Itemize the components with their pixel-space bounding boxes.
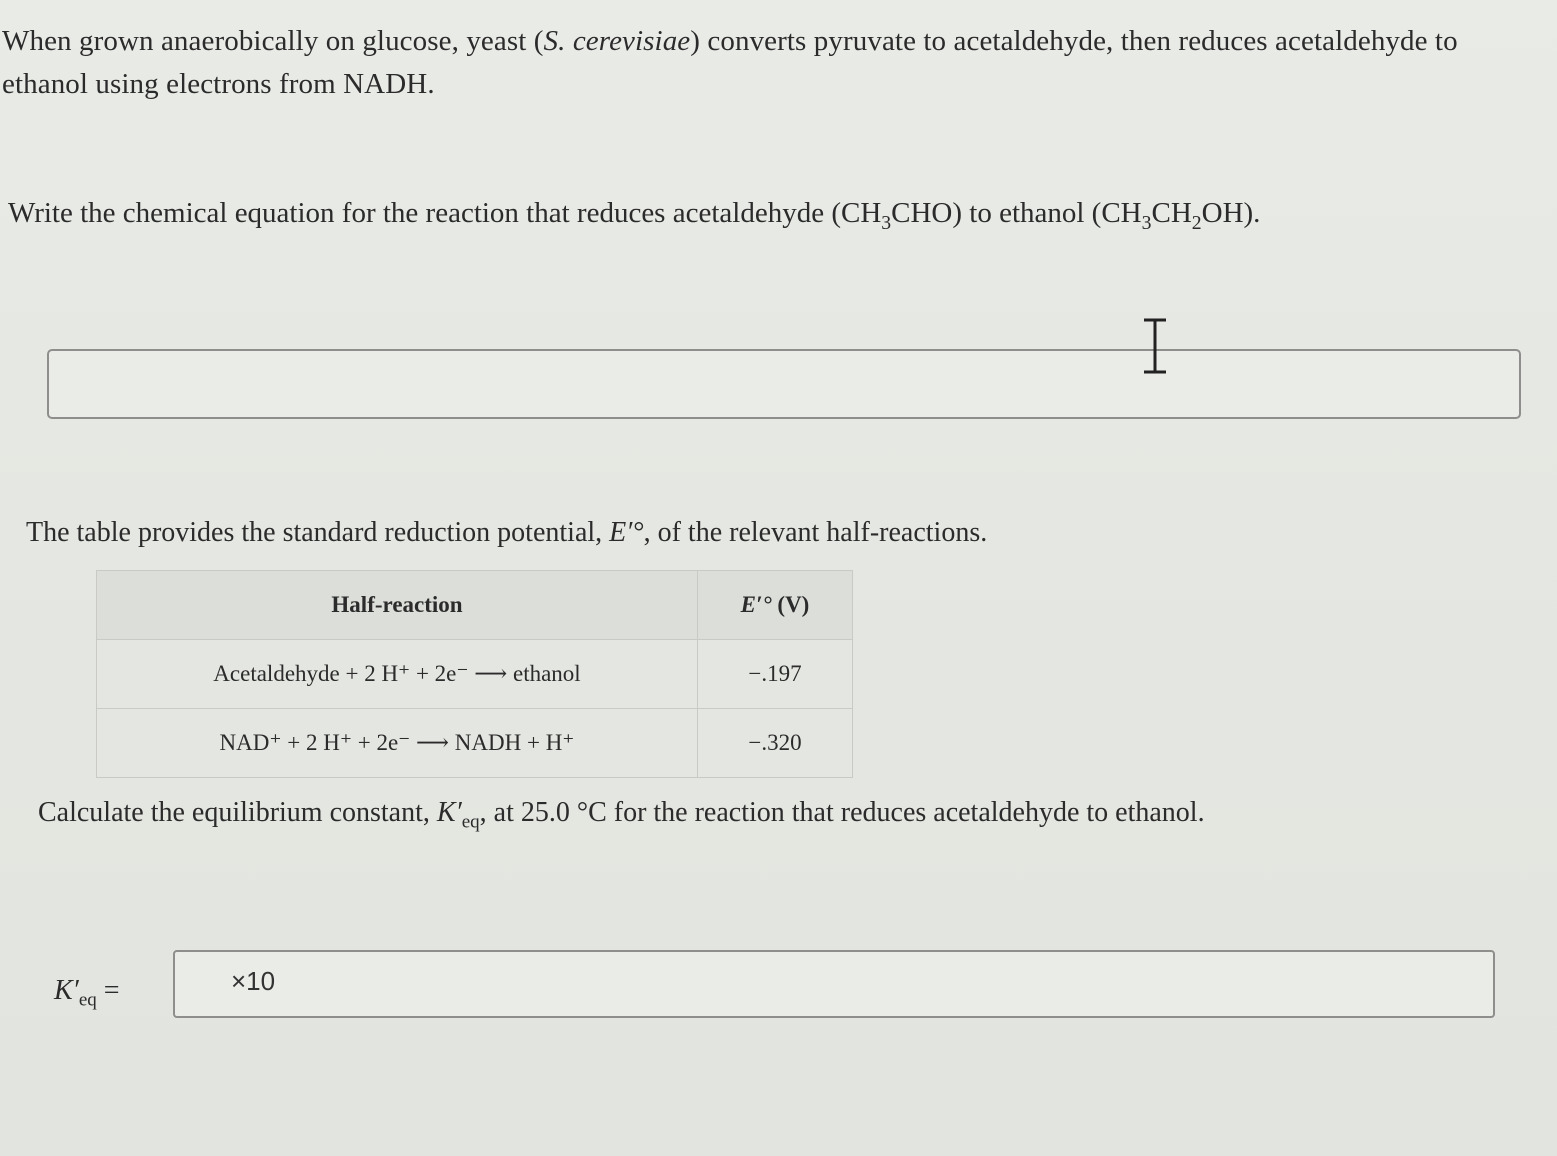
keq-answer-input[interactable] (173, 950, 1495, 1018)
keq-subscript: eq (461, 811, 480, 833)
calc-text-2: , at 25.0 °C for the reaction that reduces acetaldehyde to ethanol. (479, 797, 1205, 828)
table-intro-2: , of the relevant half-reactions. (643, 517, 988, 548)
subscript: 3 (1141, 211, 1152, 234)
potential-symbol: E′° (609, 517, 644, 548)
header-potential (698, 571, 853, 640)
keq-label (54, 975, 120, 1012)
calc-text-1: Calculate the equilibrium constant, (38, 797, 437, 828)
half-reaction-table (96, 570, 853, 778)
keq-label-equals: = (96, 975, 120, 1006)
keq-question (38, 792, 1205, 844)
reaction-cell: NAD⁺ + 2 H⁺ + 2e⁻ ⟶ NADH + H⁺ (97, 709, 698, 778)
keq-label-subscript: eq (78, 989, 97, 1011)
organism-name: S. cerevisiae (543, 25, 691, 57)
question-text-4: OH). (1201, 197, 1261, 229)
subscript: 3 (881, 211, 892, 234)
table-row (97, 640, 853, 709)
table-header-row (97, 571, 853, 640)
keq-label-symbol: K′ (54, 975, 79, 1006)
table-intro-1: The table provides the standard reduction potential, (26, 517, 610, 548)
header-half-reaction: Half-reaction (97, 571, 698, 640)
table-intro-text (26, 512, 987, 554)
potential-cell: −.320 (698, 709, 853, 778)
equation-question (8, 192, 1260, 245)
header-potential-unit: (V) (771, 592, 810, 617)
times-ten-label: ×10 (231, 966, 276, 996)
question-text-2: CHO) to ethanol (CH (891, 197, 1142, 229)
potential-cell: −.197 (698, 640, 853, 709)
intro-text-2: ) converts pyruvate to acetaldehyde, then reduces acetaldehyde to ethanol using electrons from NADH. (2, 25, 1458, 100)
intro-text-1: When grown anaerobically on glucose, yeast ( (2, 25, 544, 57)
table-row (97, 709, 853, 778)
intro-paragraph (2, 20, 1542, 106)
reaction-cell: Acetaldehyde + 2 H⁺ + 2e⁻ ⟶ ethanol (97, 640, 698, 709)
keq-symbol: K′ (436, 797, 462, 828)
text-cursor-icon (1140, 318, 1170, 374)
subscript: 2 (1191, 211, 1202, 234)
equation-answer-input[interactable] (47, 349, 1521, 419)
question-text-3: CH (1151, 197, 1192, 229)
question-text-1: Write the chemical equation for the reaction that reduces acetaldehyde (CH (8, 197, 882, 229)
header-potential-symbol: E′° (740, 592, 772, 617)
